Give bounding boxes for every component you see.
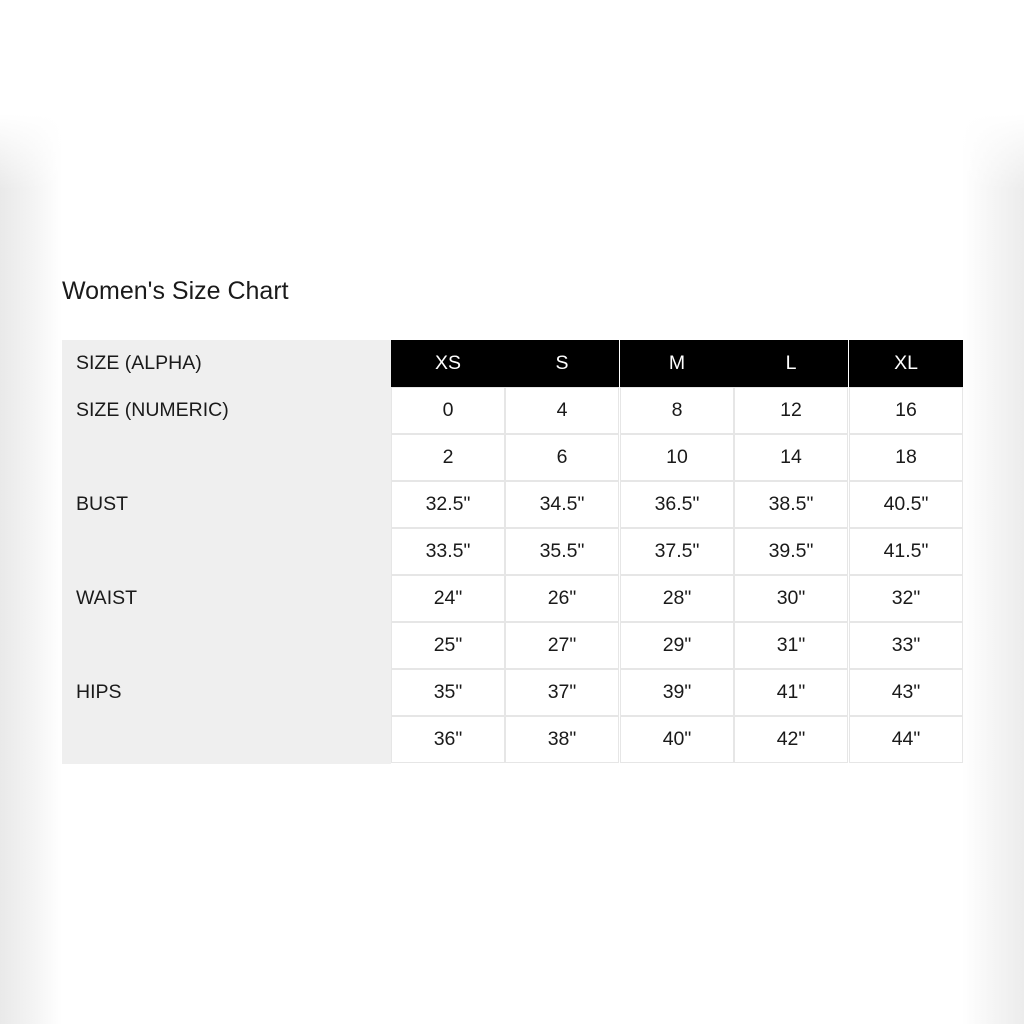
table-cell: 38.5" (734, 481, 848, 528)
table-cell: 29" (620, 622, 734, 669)
table-cell: 2 (391, 434, 505, 481)
table-cell: 41" (734, 669, 848, 716)
row-label: HIPS (76, 681, 122, 703)
table-cell: 38" (505, 716, 619, 763)
table-cell: 25" (391, 622, 505, 669)
table-cell: 44" (849, 716, 963, 763)
table-cell: 14 (734, 434, 848, 481)
table-cell: 37.5" (620, 528, 734, 575)
table-cell: 8 (620, 387, 734, 434)
size-grid (391, 340, 963, 764)
row-label-column (62, 340, 391, 764)
table-cell: 35" (391, 669, 505, 716)
table-cell: 39" (620, 669, 734, 716)
table-cell: 35.5" (505, 528, 619, 575)
size-chart-table (62, 340, 963, 764)
table-cell: 40.5" (849, 481, 963, 528)
table-cell: 4 (505, 387, 619, 434)
table-cell: 18 (849, 434, 963, 481)
table-cell: 39.5" (734, 528, 848, 575)
table-cell: 12 (734, 387, 848, 434)
table-cell: 34.5" (505, 481, 619, 528)
table-cell: 42" (734, 716, 848, 763)
size-header-cell: XS (391, 340, 505, 387)
table-cell: 28" (620, 575, 734, 622)
table-cell: 43" (849, 669, 963, 716)
table-cell: 10 (620, 434, 734, 481)
size-chart-title: Women's Size Chart (62, 277, 289, 305)
table-cell: 33.5" (391, 528, 505, 575)
table-cell: 33" (849, 622, 963, 669)
table-cell: 37" (505, 669, 619, 716)
top-edge-mask (0, 0, 1024, 190)
table-cell: 32.5" (391, 481, 505, 528)
table-cell: 36" (391, 716, 505, 763)
row-label: SIZE (ALPHA) (76, 352, 202, 374)
row-label: WAIST (76, 587, 138, 609)
size-header-cell: M (620, 340, 734, 387)
row-label: BUST (76, 493, 129, 515)
table-cell: 26" (505, 575, 619, 622)
table-cell: 30" (734, 575, 848, 622)
table-cell: 16 (849, 387, 963, 434)
table-cell: 6 (505, 434, 619, 481)
table-cell: 24" (391, 575, 505, 622)
table-cell: 40" (620, 716, 734, 763)
table-cell: 31" (734, 622, 848, 669)
size-header-cell: S (505, 340, 619, 387)
table-cell: 32" (849, 575, 963, 622)
table-cell: 27" (505, 622, 619, 669)
table-cell: 36.5" (620, 481, 734, 528)
table-cell: 0 (391, 387, 505, 434)
size-header-cell: L (734, 340, 848, 387)
row-label: SIZE (NUMERIC) (76, 399, 229, 421)
table-cell: 41.5" (849, 528, 963, 575)
size-header-cell: XL (849, 340, 963, 387)
